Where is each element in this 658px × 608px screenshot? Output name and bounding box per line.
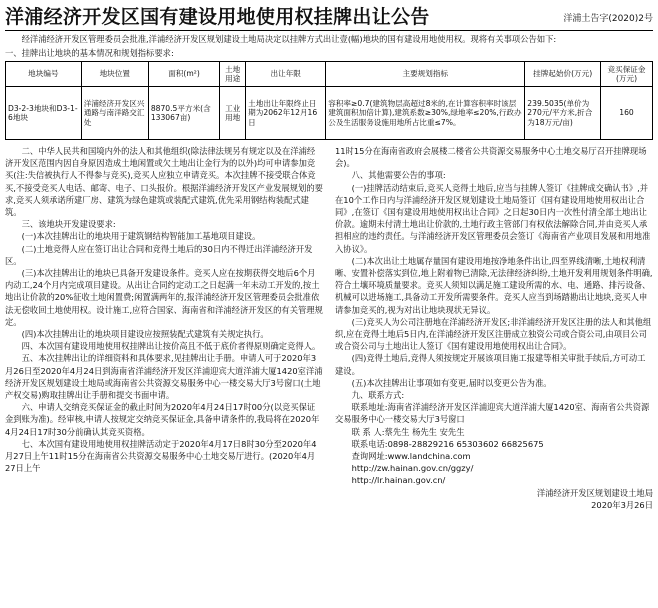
cell-start-price: 239.5035(单价为270元/平方米,折合为18万元/亩) (525, 87, 601, 140)
table-header-row (6, 62, 653, 87)
paragraph: (一)挂牌活动结束后,竞买人竞得土地后,应当与挂牌人签订《挂牌成交确认书》,并在10个工作日内与洋浦经济开发区规划建设土地局签订《国有建设用地使用权出让合同》,在签订《国有建设用地使用权出让合同》之日起30日内一次性付清全部土地出让价款。逾期未付清土地出让价款的,土地行政主管部门有权依法解除合同,并由竞买人承担相应的违约责任。与洋浦经济开发区管理委员会签订《海南省产业项目发展和用地准入协议》。 (335, 182, 651, 254)
paragraph: 11时15分在海南省政府会展楼二楼省公共资源交易服务中心土地交易厅召开挂牌现场会)。 (335, 146, 647, 169)
paragraph: 四、本次国有建设用地使用权挂牌出让按价高且不低于底价者得原则确定竞得人。 (21, 341, 321, 352)
column-header: 竞买保证金(万元) (601, 62, 653, 87)
signature-org: 洋浦经济开发区规划建设土地局 (536, 487, 653, 498)
lot-table (5, 61, 653, 140)
paragraph: (三)本次挂牌出让的地块已具备开发建设条件。竞买人应在按期获得交地后6个月内动工,24个月内完成项目建设。从出让合同约定动工之日起满一年未动工开发的,按土地出让价款的20%征收土地闲置费;闲置满两年的,报洋浦经济开发区管理委员会批准依法无偿收回土地使用权。设计施工,应符合国家、海南省和洋浦经济开发区的有关管理规定。 (5, 268, 323, 327)
page-title: 洋浦经济开发区国有建设用地使用权挂牌出让公告 (5, 6, 430, 28)
cell-term: 土地出让年限终止日期为2062年12月16日 (246, 87, 326, 140)
section-heading: 八、其他需要公告的事项: (351, 170, 446, 181)
cell-location: 洋浦经济开发区兴通路与南洋路交汇处 (81, 87, 148, 140)
column-header: 地块编号 (6, 62, 82, 87)
cell-land-use: 工业用地 (220, 87, 246, 140)
contact-address: 联系地址:海南省洋浦经济开发区洋浦迎宾大道洋浦大厦1420室、海南省公共资源交易服务中心一楼交易大厅3号窗口 (335, 402, 650, 425)
section-heading: 九、联系方式: (351, 390, 405, 401)
body-columns (5, 145, 653, 511)
paragraph: 七、本次国有建设用地使用权挂牌活动定于2020年4月17日8时30分至2020年4月27日上午11时15分在海南省公共资源交易服务中心土地交易厅进行。(2020年4月27日上午 (5, 438, 317, 474)
signature-date: 2020年3月26日 (591, 499, 653, 510)
cell-deposit: 160 (601, 87, 653, 140)
paragraph: 六、申请人交纳竞买保证金的截止时间为2020年4月24日17时00分(以竞买保证金到账为准)。经审核,申请人按规定交纳竞买保证金,具备申请条件的,我局将在2020年4月24日17时30分前确认其竞买资格。 (5, 402, 320, 437)
header (5, 4, 653, 31)
cell-lot-number: D3-2-3地块和D3-1-6地块 (6, 87, 82, 140)
cell-area: 8870.5平方米(含133067亩) (148, 87, 219, 140)
section-heading: 三、该地块开发建设要求: (21, 219, 116, 230)
right-column (335, 145, 653, 511)
paragraph: (四)竞得土地后,竞得人须按规定开展该项目施工报建等相关审批手续后,方可动工建设。 (335, 353, 646, 376)
paragraph: (二)土地竞得人应在签订出让合同和竞得土地后的30日内不得迁出洋浦经济开发区。 (5, 243, 313, 266)
column-header: 主要规划指标 (326, 62, 525, 87)
query-url[interactable]: http://lr.hainan.gov.cn/ (351, 475, 446, 486)
paragraph: 五、本次挂牌出让的详细资料和具体要求,见挂牌出让手册。申请人可于2020年3月26日至2020年4月24日到海南省洋浦经济开发区洋浦迎宾大道洋浦大厦1420室洋浦经济开发区规划建设土地局或海南省公共资源交易服务中心一楼交易大厅3号窗口(土地产权交易)购取挂牌出让手册和提交书面申请。 (5, 353, 323, 401)
paragraph: (二)本次出让土地属存量国有建设用地按净地条件出让,四至界线清晰,土地权利清晰、安置补偿落实到位,地上附着物已清除,无法律经济纠纷,土地开发利用规划条件明确,符合土壤环境质量要求。竞买人须知以满足施工建设所需的水、电、通路、排污设备、机械可以进场施工,具备动工开发所需要条件。竞买人应当到场踏勘出让地块,竞买人申请参加竞买的,视为对出让地块现状无异议。 (335, 255, 653, 315)
column-header: 地块位置 (81, 62, 148, 87)
contact-phone: 联系电话:0898-28829216 65303602 66825675 (351, 438, 544, 449)
column-header: 面积(m²) (148, 62, 219, 87)
contact-persons: 联 系 人:蔡先生 杨先生 安先生 (351, 426, 465, 437)
section-heading-lot-info: 一、挂牌出让地块的基本情况和规划指标要求: (5, 47, 174, 58)
paragraph: (三)竞买人为公司注册地在洋浦经济开发区;非洋浦经济开发区注册的法人和其他组织,应在竞得土地后5日内,在洋浦经济开发区注册成立独资公司或合资公司,由项目公司或合资公司与土地出让人签订《国有建设用地使用权出让合同》。 (335, 316, 652, 352)
paragraph: (四)本次挂牌出让的地块项目建设应按照装配式建筑有关规定执行。 (21, 329, 269, 340)
cell-planning-indicators: 容积率≥0.7(建筑物层高超过8米的,在计算容积率时该层建筑面积加倍计算),建筑系数≥30%,绿地率≤20%,行政办公及生活服务设施用地所占比重≤7%。 (326, 87, 525, 140)
paragraph: (一)本次挂牌出让的地块用于建筑钢结构智能加工基地项目建设。 (21, 231, 261, 242)
intro-paragraph: 经洋浦经济开发区管理委员会批准,洋浦经济开发区规划建设土地局决定以挂牌方式出让壹(幅)地块的国有建设用地使用权。现将有关事项公告如下: (21, 34, 557, 44)
paragraph: (五)本次挂牌出让事项如有变更,届时以变更公告为准。 (351, 377, 552, 388)
paragraph: 二、中华人民共和国境内外的法人和其他组织(除法律法规另有规定以及在洋浦经济开发区范围内因自身原因造成土地闲置或欠土地出让金行为的以外)均可申请参加竞买(注:失信被执行人不得参与竞买),竞买人应独立申请竞买。本次挂牌不接受联合体竞买,不接受竞买人电话、邮寄、电子、口头报价。根据洋浦经济开发区产业发展规划的要求,竞买人须承诺所建厂房、建筑为绿色建筑或装配式建筑,优先采用钢结构装配式建筑。 (5, 146, 323, 218)
column-header: 挂牌起始价(万元) (525, 62, 601, 87)
table-row (6, 87, 653, 140)
document-number: 洋浦土告字(2020)2号 (563, 14, 653, 24)
left-column (5, 145, 323, 511)
query-url[interactable]: http://zw.hainan.gov.cn/ggzy/ (351, 463, 474, 474)
column-header: 出让年限 (246, 62, 326, 87)
column-header: 土地用途 (220, 62, 246, 87)
query-url[interactable]: 查询网址:www.landchina.com (351, 451, 471, 462)
